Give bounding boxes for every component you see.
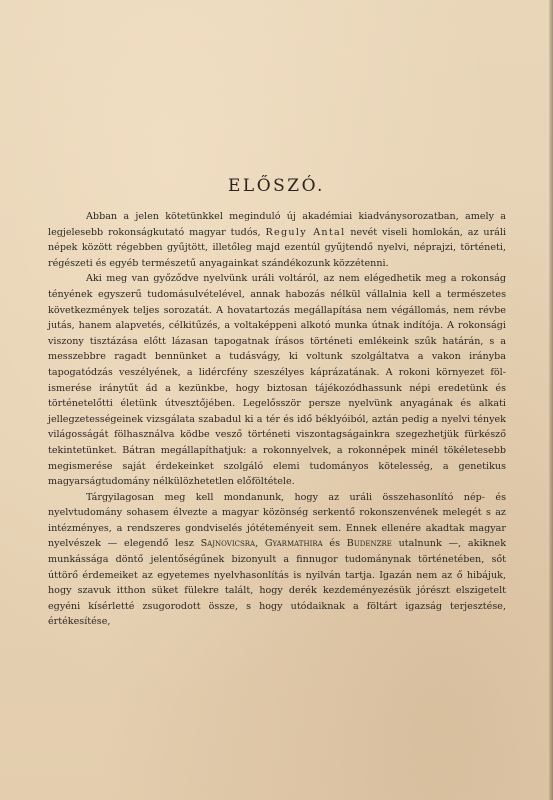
text-segment: utalnunk —, akiknek munkássága döntő jelentőségűnek bizonyult a finnugor tudománynak történetében, sőt úttörő érdemeiket az egyetemes nyelvhasonlítás is nyilván tartja. Igazán nem az ő hibájuk, hogy szavuk itthon süket fülekre talált, hogy derék kezdeményezésük jórészt elszigetelt egyéni kísérletté zsugorodott össze, s hogy utódaiknak a föltárt igazság terjesztése, értékesítése, [48,538,507,628]
spaced-name: Reguly Antal [265,226,346,238]
page-edge [549,0,553,800]
text-segment: Tárgyilagosan meg kell mondanunk, hogy az uráli összehasonlító nép- és nyelvtudomány sohasem élvezte a magyar közönség serkentő rokonszenvének melegét s az intézményes, a rendszeres gondviselés jótéteményeit sem. Ennek ellenére akadtak magyar nyelvészek — elegendő lesz [48,491,506,550]
text-segment: Abban a jelen kötetünkkel meginduló új akadémiai kiadványsorozatban, amely a legjelesebb rokonságkutató magyar tudós, [48,211,506,238]
text-segment: nevét viseli homlokán, az uráli népek között régebben gyűjtött, illetőleg majd ezentúl gyűjtendő nyelvi, néprajzi, történeti, régészeti és egyéb természetű anyagainkat szándékozunk közzétenni. [48,226,507,269]
paragraph-1 [48,209,506,271]
paragraph-3 [48,490,506,630]
smallcaps-name: Budenzre [346,538,392,550]
smallcaps-name: Gyarmathira [264,538,323,550]
text-segment: Aki meg van győződve nyelvünk uráli voltáról, az nem elégedhetik meg a rokonság tényének egyszerű tudomásulvételével, annak habozás nélkül vállalnia kell a természetes következmények teljes sorozatát. A hovatartozás megállapítása nem végállomás, nem révbe jutás, hanem alapvetés, célkitűzés, a voltaképpeni alkotó munka útnak indítója. A rokonsági viszony tisztázása előtt lázasan tapogatnak írásos történeti emlékeink szűk határán, s a messzebbre ragadt bennünket a tudásvágy, ki voltunk szolgáltatva a vakon irányba tapogatódzás veszélyének, a lidércfény szeszélyes káprázatának. A rokoni környezet fölismerése iránytűt ád a kezünkbe, hogy biztosan tájékozódhassunk népi eredetünk és történetelőtti életünk útvesztőjében. Legelősször persze nyelvünk anyagának és alkati jellegzetességeinek vizsgálata szabadul ki a tér és idő béklyóiból, aztán pedig a nyelvi tények világosságát fölhasználva ködbe vesző történeti viszontagságainkra szegezhetjük fürkésző tekintetünket. Bátran megállapíthatjuk: a rokonnyelvek, a rokonnépek minél tökéletesebb megismerése saját érdekeinket szolgáló elemi tudományos kötelesség, a genetikus magyarságtudomány nélkülözhetetlen előföltétele. [48,273,506,488]
paragraph-2 [48,271,506,489]
smallcaps-name: Sajnovicsra [200,538,256,550]
text-segment: , [255,538,265,550]
body-text [48,209,506,630]
page-title: ELŐSZÓ. [228,176,325,196]
text-segment: és [322,538,347,550]
